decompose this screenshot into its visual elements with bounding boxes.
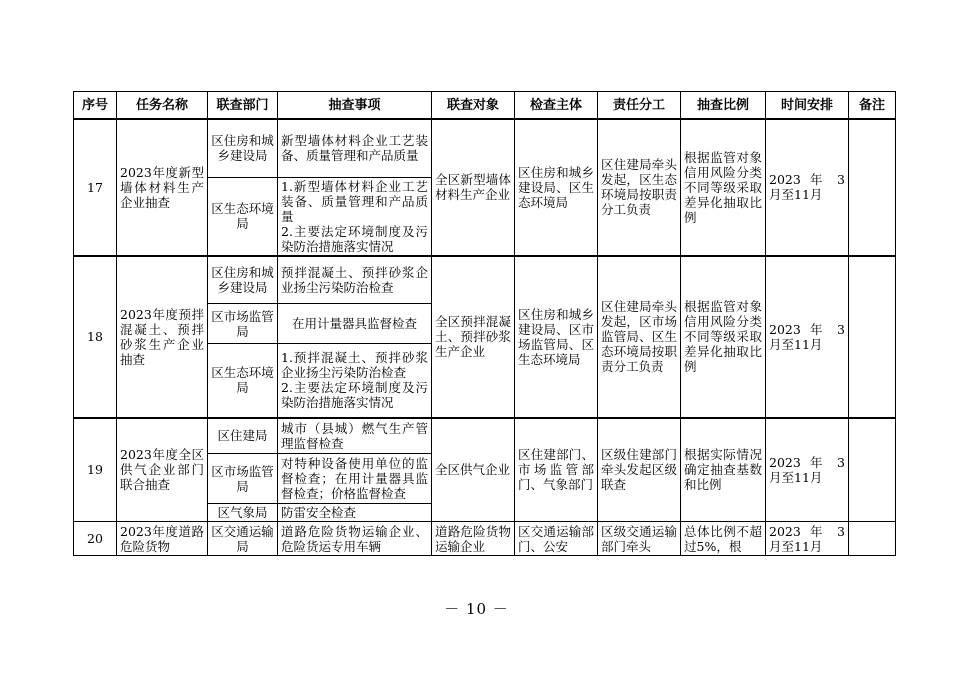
header-target: 联查对象 bbox=[432, 92, 515, 120]
item-cell: 对特种设备使用单位的监督检查；在用计量器具监督检查；价格监督检查 bbox=[278, 454, 432, 504]
remark-cell bbox=[849, 418, 896, 522]
time-cell: 2023 年 3 月至11月 bbox=[766, 418, 849, 522]
task-name: 2023年度全区供气企业部门联合抽查 bbox=[117, 418, 208, 522]
item-cell: 1.预拌混凝土、预拌砂浆企业扬尘污染防治检查 2.主要法定环境制度及污染防治措施落实情况 bbox=[278, 344, 432, 418]
dept-cell: 区生态环境局 bbox=[208, 177, 278, 256]
item-cell: 道路危险货物运输企业、危险货运专用车辆 bbox=[278, 522, 432, 556]
time-cell: 2023 年 3 月至11月 bbox=[766, 119, 849, 256]
subject-cell: 区住房和城乡建设局、区市场监管局、区生态环境局 bbox=[515, 256, 598, 418]
row-number: 18 bbox=[74, 256, 117, 418]
remark-cell bbox=[849, 256, 896, 418]
item-cell: 城市（县城）燃气生产管理监督检查 bbox=[278, 418, 432, 454]
time-cell: 2023 年 3 月至11月 bbox=[766, 522, 849, 556]
item-cell: 防雷安全检查 bbox=[278, 504, 432, 522]
header-dept: 联查部门 bbox=[208, 92, 278, 120]
header-row bbox=[74, 92, 896, 120]
header-task: 任务名称 bbox=[117, 92, 208, 120]
dept-cell: 区住房和城乡建设局 bbox=[208, 119, 278, 177]
table-row bbox=[74, 418, 896, 454]
dept-cell: 区气象局 bbox=[208, 504, 278, 522]
dept-cell: 区交通运输局 bbox=[208, 522, 278, 556]
task-name: 2023年度预拌混凝土、预拌砂浆生产企业抽查 bbox=[117, 256, 208, 418]
header-no: 序号 bbox=[74, 92, 117, 120]
header-ratio: 抽查比例 bbox=[681, 92, 766, 120]
ratio-cell: 总体比例不超过5%，根 bbox=[681, 522, 766, 556]
subject-cell: 区住房和城乡建设局、区生态环境局 bbox=[515, 119, 598, 256]
row-number: 20 bbox=[74, 522, 117, 556]
ratio-cell: 根据监管对象信用风险分类不同等级采取差异化抽取比例 bbox=[681, 119, 766, 256]
dept-cell: 区住建局 bbox=[208, 418, 278, 454]
duty-cell: 区级住建部门牵头发起区级联查 bbox=[598, 418, 681, 522]
header-item: 抽查事项 bbox=[278, 92, 432, 120]
page-number: － 10 － bbox=[444, 600, 509, 618]
row-number: 19 bbox=[74, 418, 117, 522]
header-remark: 备注 bbox=[849, 92, 896, 120]
task-table bbox=[73, 91, 896, 556]
task-name: 2023年度新型墙体材料生产企业抽查 bbox=[117, 119, 208, 256]
table-row bbox=[74, 522, 896, 556]
task-name: 2023年度道路危险货物 bbox=[117, 522, 208, 556]
item-cell: 在用计量器具监督检查 bbox=[278, 304, 432, 344]
subject-cell: 区交通运输部门、公安 bbox=[515, 522, 598, 556]
ratio-cell: 根据实际情况确定抽查基数和比例 bbox=[681, 418, 766, 522]
duty-cell: 区级交通运输部门牵头 bbox=[598, 522, 681, 556]
item-cell: 预拌混凝土、预拌砂浆企业扬尘污染防治检查 bbox=[278, 256, 432, 304]
dept-cell: 区生态环境局 bbox=[208, 344, 278, 418]
ratio-cell: 根据监管对象信用风险分类不同等级采取差异化抽取比例 bbox=[681, 256, 766, 418]
dept-cell: 区住房和城乡建设局 bbox=[208, 256, 278, 304]
row-number: 17 bbox=[74, 119, 117, 256]
dept-cell: 区市场监管局 bbox=[208, 304, 278, 344]
target-cell: 全区供气企业 bbox=[432, 418, 515, 522]
remark-cell bbox=[849, 522, 896, 556]
table-row bbox=[74, 256, 896, 304]
duty-cell: 区住建局牵头发起，区市场监管局、区生态环境局按职责分工负责 bbox=[598, 256, 681, 418]
item-cell: 1.新型墙体材料企业工艺装备、质量管理和产品质量 2.主要法定环境制度及污染防治措施落实情况 bbox=[278, 177, 432, 256]
subject-cell: 区住建部门、市场监管部门、气象部门 bbox=[515, 418, 598, 522]
remark-cell bbox=[849, 119, 896, 256]
dept-cell: 区市场监管局 bbox=[208, 454, 278, 504]
item-cell: 新型墙体材料企业工艺装备、质量管理和产品质量 bbox=[278, 119, 432, 177]
time-cell: 2023 年 3 月至11月 bbox=[766, 256, 849, 418]
target-cell: 道路危险货物运输企业 bbox=[432, 522, 515, 556]
target-cell: 全区新型墙体材料生产企业 bbox=[432, 119, 515, 256]
table-row bbox=[74, 119, 896, 177]
header-time: 时间安排 bbox=[766, 92, 849, 120]
header-duty: 责任分工 bbox=[598, 92, 681, 120]
target-cell: 全区预拌混凝土、预拌砂浆生产企业 bbox=[432, 256, 515, 418]
duty-cell: 区住建局牵头发起，区生态环境局按职责分工负责 bbox=[598, 119, 681, 256]
header-subject: 检查主体 bbox=[515, 92, 598, 120]
